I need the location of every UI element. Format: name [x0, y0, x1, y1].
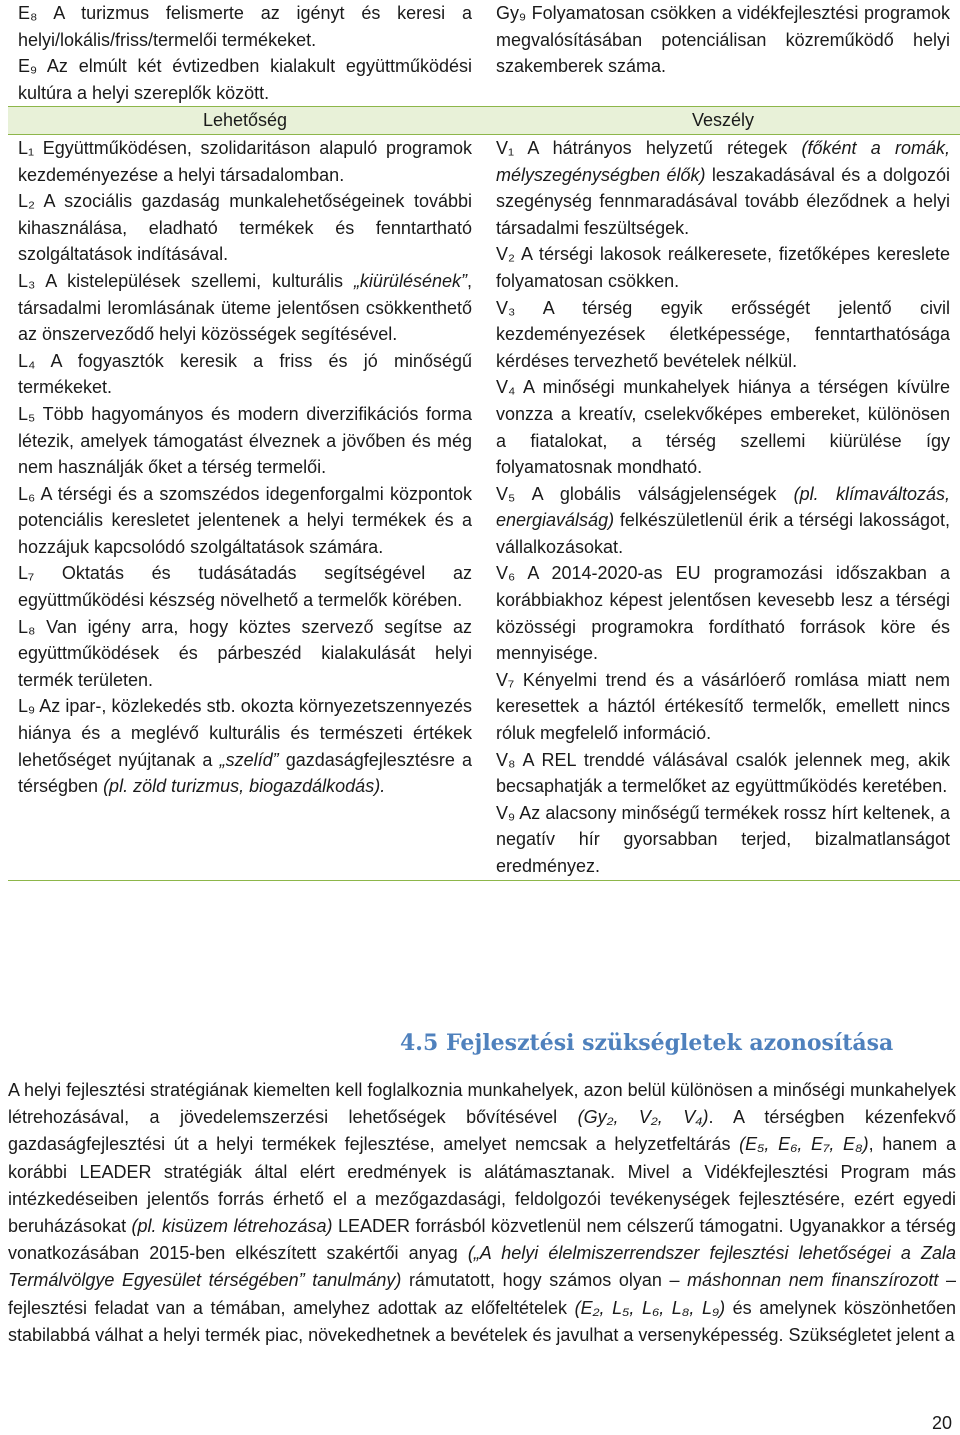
section-title: Fejlesztési szükségletek azonosítása [445, 1030, 894, 1056]
threat-header: Veszély [482, 107, 960, 135]
page-number: 20 [931, 1413, 952, 1433]
strength-e8: E₈ A turizmus felismerte az igényt és keresi a helyi/lokális/friss/termelői termékeket. [18, 3, 472, 50]
threat-v8: V₈ A REL trenddé válásával csalók jelennek meg, akik becsaphatják a termelőket az együttműködés keretében. [496, 749, 950, 797]
threat-v2: V₂ A térségi lakosok reálkeresete, fizetőképes kereslete folyamatosan csökken. [496, 244, 950, 291]
opportunity-l5: L₅ Több hagyományos és modern diverzifikációs forma létezik, amelyek támogatást élveznek a jövőben és még nem használják őket a térség termelői. [18, 403, 472, 478]
threat-v7: V₇ Kényelmi trend és a vásárlóerő romlása miatt nem keresettek a háztól értékesítő termelők, emellett nincs róluk megfelelő információ. [496, 669, 950, 744]
threat-v1: V₁ A hátrányos helyzetű rétegek (főként a romák, mélyszegénységben élők) leszakadásával és a dolgozói szegénység fennmaradásával tovább éleződnek a helyi társadalmi feszültségek. [496, 137, 950, 238]
threat-v6: V₆ A 2014-2020-as EU programozási időszakban a korábbiakhoz képest jelentősen kevesebb lesz a térségi közösségi programokra fordítható források köre és mennyisége. [496, 563, 950, 664]
opportunity-l2: L₂ A szociális gazdaság munkalehetőségeinek további kihasználása, eladható termékek és fenntartható szolgáltatások indításával. [18, 191, 472, 265]
section-number: 4.5 [400, 1030, 439, 1056]
weaknesses-cell [482, 0, 960, 107]
threat-v4: V₄ A minőségi munkahelyek hiánya a térségen kívülre vonzza a kreatív, cselekvőképes embereket, különösen a fiatalokat, a térség szellemi kiürülése így folyamatosnak mondható. [496, 377, 950, 478]
body-paragraph: A helyi fejlesztési stratégiának kiemelten kell foglalkoznia munkahelyek, azon belül különösen a minőségi munkahelyek létrehozásával, a jövedelemszerzési lehetőségek bővítésével (Gy₂, V₂, V₄). A térségben kézenfekvő gazdaságfejlesztési út a helyi termékek fejlesztése, amelyet nemcsak a helyzetfeltárás (E₅, E₆, E₇, E₈), hanem a korábbi LEADER stratégiák által elért eredmények is alátámasztanak. Mivel a Vidékfejlesztési Program más intézkedéseiben jelentős forrás érhető el a mezőgazdasági, feldolgozói tevékenységek fejlesztésére, ezért egyedi beruházásokat (pl. kisüzem létrehozása) LEADER forrásból közvetlenül nem célszerű támogatni. Ugyanakkor a térség vonatkozásában 2015-ben elkészített szakértői anyag („A helyi élelmiszerrendszer fejlesztési lehetőségei a Zala Termálvölgye Egyesület térségében” tanulmány) rámutatott, hogy számos olyan – máshonnan nem finanszírozott – fejlesztési feladat van a témában, amelyhez adottak az előfeltételek (E₂, L₅, L₆, L₈, L₉) és amelynek köszönhetően stabilabbá válhat a helyi termék piac, növekedhetnek a bevételek és javulhat a versenyképesség. Szükségletet jelent a [8, 1080, 957, 1345]
opportunity-l4: L₄ A fogyasztók keresik a friss és jó minőségű termékeket. [18, 350, 472, 398]
strengths-cell [8, 0, 482, 107]
opportunity-l1: L₁ Együttműködésen, szolidaritáson alapuló programok kezdeményezése a helyi társadalomban. [18, 137, 472, 185]
opportunity-l3: L₃ A kistelepülések szellemi, kulturális „kiürülésének”, társadalmi leromlásának üteme jelentősen csökkenthető az önszerveződő helyi közösségek segítésével. [18, 270, 472, 345]
threat-v5: V₅ A globális válságjelenségek (pl. klímaváltozás, energiaválság) felkészületlenül érik a térségi lakosságot, vállalkozásokat. [496, 483, 950, 557]
threat-v3: V₃ A térség egyik erősségét jelentő civil kezdeményezések életképessége, fenntarthatósága kérdéses tervezhető bevételek nélkül. [496, 297, 950, 371]
threats-cell [482, 134, 960, 880]
opportunities-cell [8, 134, 482, 880]
section-heading [400, 1030, 893, 1056]
opportunity-header: Lehetőség [8, 107, 482, 135]
swot-table [8, 0, 960, 881]
threat-v9: V₉ Az alacsony minőségű termékek rossz hírt keltenek, a negatív hír gyorsabban terjed, bizalmatlanságot eredményez. [496, 802, 950, 876]
opportunity-l7: L₇ Oktatás és tudásátadás segítségével az együttműködési készség növelhető a termelők körében. [18, 563, 472, 611]
strength-e9: E₉ Az elmúlt két évtizedben kialakult együttműködési kultúra a helyi szereplők között. [18, 56, 472, 103]
opportunity-l9: L₉ Az ipar-, közlekedés stb. okozta környezetszennyezés hiánya és a meglévő kulturális és természeti értékek lehetőséget nyújtanak a „szelíd” gazdaságfejlesztésre a térségben (pl. zöld turizmus, biogazdálkodás). [18, 696, 472, 797]
opportunity-l6: L₆ A térségi és a szomszédos idegenforgalmi központok potenciális keresletet jelentenek a helyi termékek és a hozzájuk kapcsolódó szolgáltatások számára. [18, 483, 472, 557]
weakness-gy9: Gy₉ Folyamatosan csökken a vidékfejlesztési programok megvalósításában potenciálisan közreműködő helyi szakemberek száma. [496, 3, 950, 77]
opportunity-l8: L₈ Van igény arra, hogy köztes szervező segítse az együttműködések és párbeszéd kialakulását helyi termék területen. [18, 616, 472, 690]
